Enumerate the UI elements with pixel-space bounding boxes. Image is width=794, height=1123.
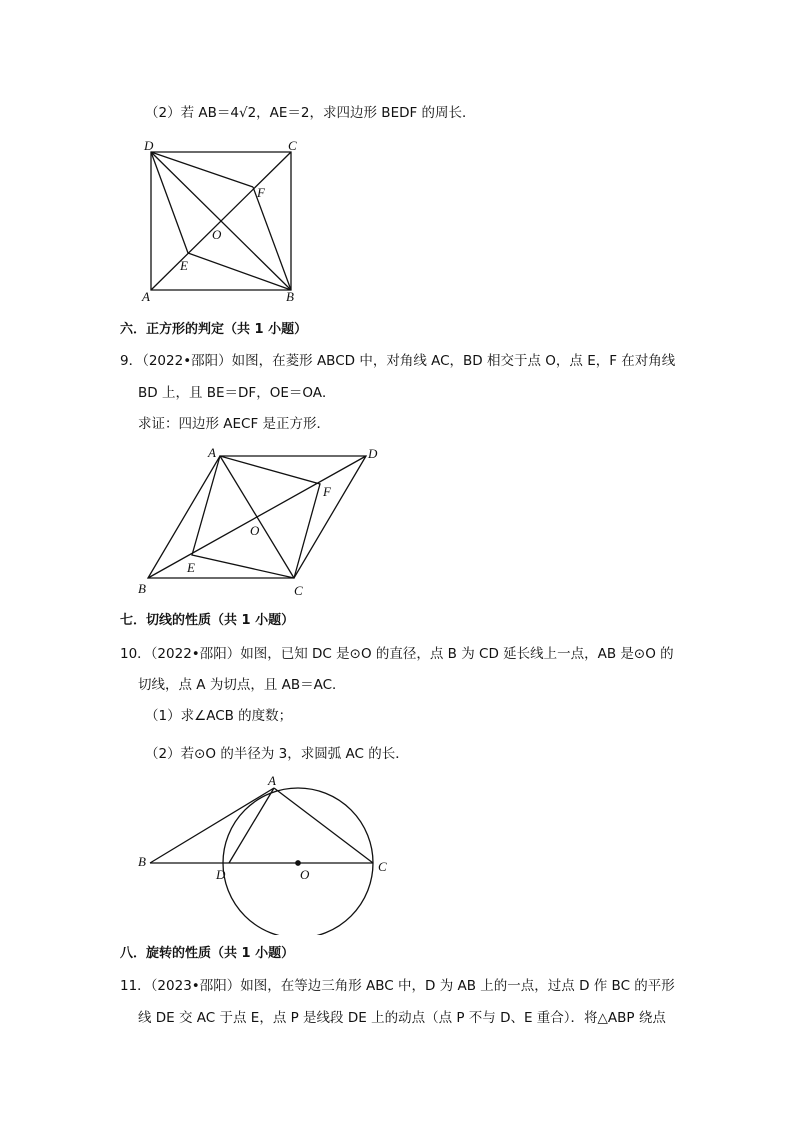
label-a: A [208,445,216,460]
label-c: C [294,583,303,598]
segment-eb [188,253,291,290]
label-b: B [138,581,146,596]
q8-part2: （2）若 AB＝4√2，AE＝2，求四边形 BEDF 的周长． [145,105,476,121]
diagonal-ac [220,456,294,578]
label-o: O [212,227,222,242]
chord-ad [229,788,274,863]
label-f: F [323,484,331,499]
label-c: C [378,859,387,874]
label-o: O [300,867,310,882]
label-c: C [288,138,297,153]
label-f: F [257,185,265,200]
label-d: D [144,138,154,153]
section-7-heading: 七．切线的性质（共 1 小题） [120,613,295,628]
label-d: D [368,446,378,461]
section-8-heading: 八．旋转的性质（共 1 小题） [120,946,295,961]
section-6-heading: 六．正方形的判定（共 1 小题） [120,322,308,337]
segment-fb [253,187,291,290]
label-b: B [138,854,146,869]
q9-line1: 9．（2022•邵阳）如图，在菱形 ABCD 中，对角线 AC，BD 相交于点 O，点 E，F 在对角线 [120,353,676,369]
label-a: A [268,773,276,788]
label-e: E [180,258,188,273]
label-d: D [216,867,226,882]
q11-line2: 线 DE 交 AC 于点 E，点 P 是线段 DE 上的动点（点 P 不与 D、E 重合）．将△ABP 绕点 [138,1010,666,1026]
q10-part1: （1）求∠ACB 的度数； [145,708,293,724]
q9-line3: 求证：四边形 AECF 是正方形． [138,416,331,432]
q9-line2: BD 上，且 BE＝DF，OE＝OA． [138,385,336,401]
label-b: B [286,289,294,304]
segment-df [151,152,253,187]
square-figure [138,135,308,307]
q10-part2: （2）若⊙O 的半径为 3，求圆弧 AC 的长． [145,746,409,762]
rhombus-figure [134,444,384,600]
label-a: A [142,289,150,304]
label-e: E [187,560,195,575]
tangent-ab [150,788,274,863]
q10-line1: 10．（2022•邵阳）如图，已知 DC 是⊙O 的直径，点 B 为 CD 延长线上一点，AB 是⊙O 的 [120,646,674,662]
chord-ac [274,788,373,863]
center-point [296,861,300,865]
segment-de [151,152,188,253]
circle-figure [134,773,394,935]
q11-line1: 11．（2023•邵阳）如图，在等边三角形 ABC 中，D 为 AB 上的一点，过点 D 作 BC 的平形 [120,978,675,994]
label-o: O [250,523,260,538]
q10-line2: 切线，点 A 为切点，且 AB＝AC． [138,677,346,693]
